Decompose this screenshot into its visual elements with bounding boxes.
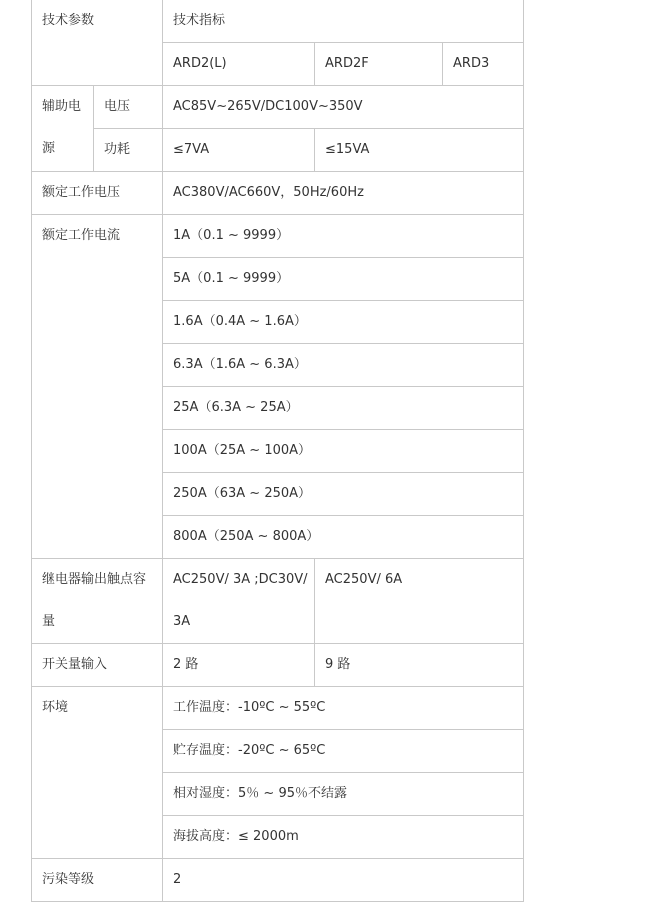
rated-current-value: 800A（250A ~ 800A） [163, 516, 524, 559]
pollution-row [32, 859, 524, 902]
environment-label: 环境 [32, 687, 163, 859]
aux-voltage-row [32, 86, 524, 129]
switch-input-label: 开关量输入 [32, 644, 163, 687]
spec-header: 技术指标 [163, 0, 524, 43]
model-ard2l: ARD2(L) [163, 43, 315, 86]
switch-input-b: 9 路 [315, 644, 524, 687]
pollution-label: 污染等级 [32, 859, 163, 902]
rated-current-value: 1A（0.1 ~ 9999） [163, 215, 524, 258]
aux-voltage-label: 电压 [94, 86, 163, 129]
relay-value-b: AC250V/ 6A [315, 559, 524, 644]
environment-value: 相对湿度：5％ ~ 95％不结露 [163, 773, 524, 816]
switch-input-row [32, 644, 524, 687]
rated-current-value: 6.3A（1.6A ~ 6.3A） [163, 344, 524, 387]
rated-current-row [32, 215, 524, 258]
relay-label: 继电器输出触点容量 [32, 559, 163, 644]
rated-current-value: 25A（6.3A ~ 25A） [163, 387, 524, 430]
aux-consumption-b: ≤15VA [315, 129, 524, 172]
aux-consumption-a: ≤7VA [163, 129, 315, 172]
environment-value: 贮存温度：-20ºC ~ 65ºC [163, 730, 524, 773]
aux-consumption-row [32, 129, 524, 172]
aux-consumption-label: 功耗 [94, 129, 163, 172]
rated-current-value: 1.6A（0.4A ~ 1.6A） [163, 301, 524, 344]
relay-row [32, 559, 524, 644]
model-ard3: ARD3 [443, 43, 524, 86]
aux-power-label: 辅助电源 [32, 86, 94, 172]
switch-input-a: 2 路 [163, 644, 315, 687]
rated-voltage-row [32, 172, 524, 215]
rated-current-label: 额定工作电流 [32, 215, 163, 559]
header-row [32, 0, 524, 43]
model-ard2f: ARD2F [315, 43, 443, 86]
param-header: 技术参数 [32, 0, 163, 86]
rated-current-value: 100A（25A ~ 100A） [163, 430, 524, 473]
environment-value: 海拔高度：≤ 2000m [163, 816, 524, 859]
spec-table [31, 0, 524, 902]
relay-value-a: AC250V/ 3A ;DC30V/ 3A [163, 559, 315, 644]
rated-voltage-label: 额定工作电压 [32, 172, 163, 215]
environment-row [32, 687, 524, 730]
rated-current-value: 250A（63A ~ 250A） [163, 473, 524, 516]
pollution-value: 2 [163, 859, 524, 902]
environment-value: 工作温度：-10ºC ~ 55ºC [163, 687, 524, 730]
rated-voltage-value: AC380V/AC660V，50Hz/60Hz [163, 172, 524, 215]
rated-current-value: 5A（0.1 ~ 9999） [163, 258, 524, 301]
aux-voltage-value: AC85V~265V/DC100V~350V [163, 86, 524, 129]
